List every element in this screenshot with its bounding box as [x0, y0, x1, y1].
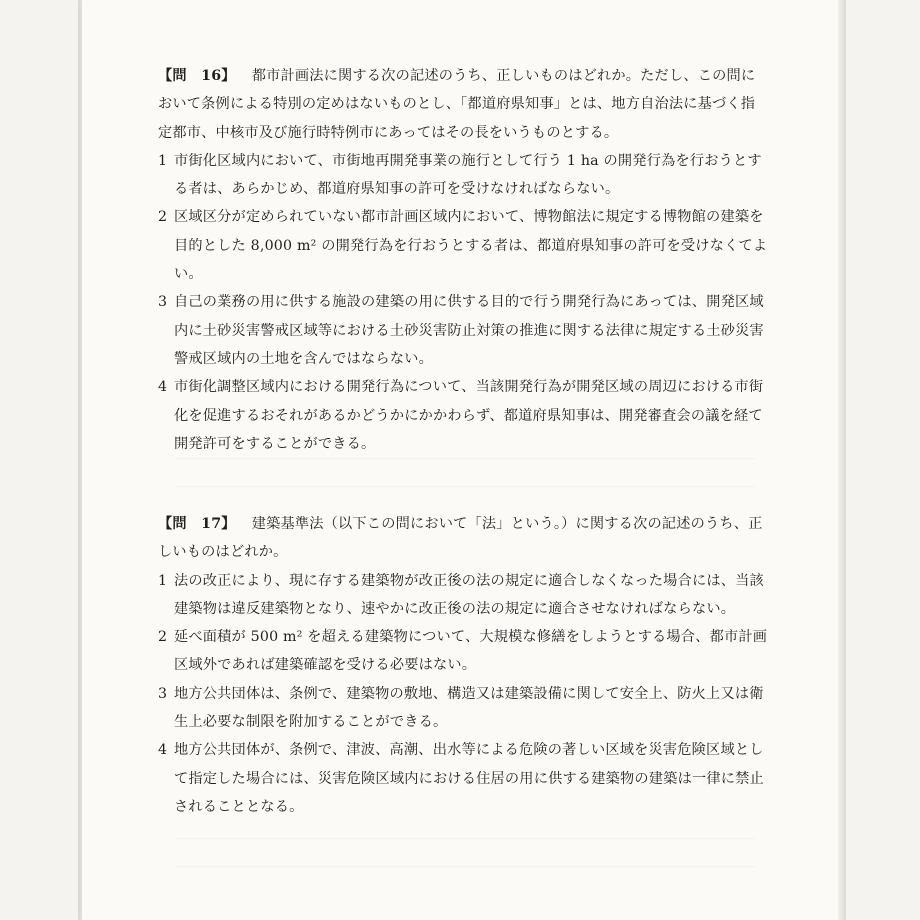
choice-text: 法の改正により、現に存する建築物が改正後の法の規定に適合しなくなった場合には、当該建築物は違反建築物となり、速やかに改正後の法の規定に適合させなければならない。 — [174, 572, 764, 617]
answer-choice — [158, 373, 768, 458]
question-number: 【問 17】 — [158, 516, 236, 532]
choice-number: 1 — [158, 572, 168, 589]
answer-choice — [158, 680, 768, 737]
choice-text: 延べ面積が 500 m² を超える建築物について、大規模な修繕をしようとする場合、都市計画区域外であれば建築確認を受ける必要はない。 — [174, 629, 768, 674]
answer-choice — [158, 567, 768, 624]
choice-number: 4 — [158, 742, 168, 759]
choice-text: 市街化調整区域内における開発行為について、当該開発行為が開発区域の周辺における市街化を促進するおそれがあるかどうかにかかわらず、都道府県知事は、開発審査会の議を経て開発許可をすることができる。 — [174, 379, 764, 452]
question-stem — [158, 62, 768, 147]
answer-choices — [158, 147, 768, 458]
answer-choice — [158, 623, 768, 680]
answer-choice — [158, 147, 768, 204]
choice-number: 3 — [158, 685, 168, 702]
choice-number: 1 — [158, 152, 168, 169]
question-text: 建築基準法（以下この問において「法」という。）に関する次の記述のうち、正しいものはどれか。 — [158, 516, 763, 561]
choice-text: 自己の業務の用に供する施設の建築の用に供する目的で行う開発行為にあっては、開発区域内に土砂災害警戒区域等における土砂災害防止対策の推進に関する法律に規定する土砂災害警戒区域内の土地を含んではならない。 — [174, 294, 764, 367]
answer-choice — [158, 203, 768, 288]
choice-text: 市街化区域内において、市街地再開発事業の施行として行う 1 ha の開発行為を行おうとする者は、あらかじめ、都道府県知事の許可を受けなければならない。 — [174, 152, 762, 198]
question-stem — [158, 510, 768, 567]
bleed-through-line — [175, 838, 755, 839]
question-17 — [158, 510, 768, 821]
question-text: 都市計画法に関する次の記述のうち、正しいものはどれか。ただし、この問において条例による特別の定めはないものとし、「都道府県知事」とは、地方自治法に基づく指定都市、中核市及び施行時特例市にあってはその長をいうものとする。 — [158, 68, 756, 141]
choice-number: 2 — [158, 629, 168, 646]
choice-text: 地方公共団体は、条例で、建築物の敷地、構造又は建築設備に関して安全上、防火上又は衛生上必要な制限を附加することができる。 — [174, 685, 764, 731]
question-number: 【問 16】 — [158, 68, 236, 84]
choice-text: 区域区分が定められていない都市計画区域内において、博物館法に規定する博物館の建築を目的とした 8,000 m² の開発行為を行おうとする者は、都道府県知事の許可を受けなくてよい。 — [174, 209, 768, 283]
choice-number: 4 — [158, 379, 168, 396]
choice-text: 地方公共団体が、条例で、津波、高潮、出水等による危険の著しい区域を災害危険区域として指定した場合には、災害危険区域内における住居の用に供する建築物の建築は一律に禁止されることとなる。 — [174, 742, 764, 815]
choice-number: 3 — [158, 294, 168, 311]
question-16 — [158, 62, 768, 458]
bleed-through-line — [175, 486, 755, 487]
choice-number: 2 — [158, 209, 168, 226]
answer-choice — [158, 288, 768, 373]
answer-choices — [158, 567, 768, 822]
bleed-through-line — [175, 866, 755, 867]
page-edge-right — [838, 0, 846, 920]
answer-choice — [158, 736, 768, 821]
